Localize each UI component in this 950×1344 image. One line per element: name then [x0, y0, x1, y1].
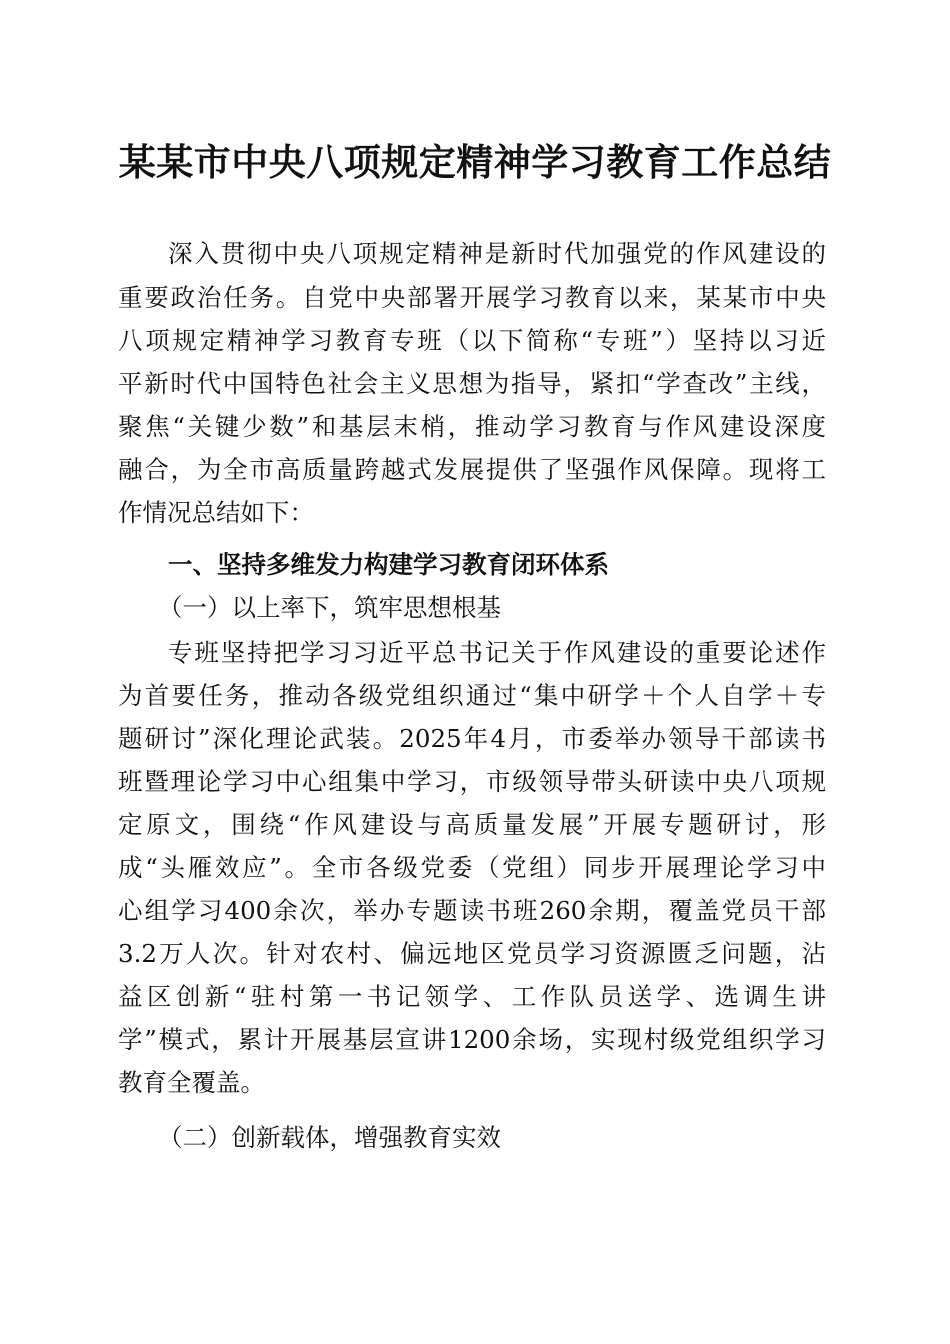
intro-line: 深入贯彻中央八项规定精神是新时代加强党的作风建设的 — [168, 239, 826, 268]
body-line: 学”模式，累计开展基层宣讲1200余场，实现村级党组织学习 — [118, 1025, 826, 1054]
intro-line: 重要政治任务。自党中央部署开展学习教育以来，某某市中央 — [118, 283, 826, 312]
body-line: 心组学习400余次，举办专题读书班260余期，覆盖党员干部 — [118, 896, 826, 925]
body-line: 益区创新“驻村第一书记领学、工作队员送学、选调生讲 — [118, 982, 826, 1011]
document-title: 某某市中央八项规定精神学习教育工作总结 — [118, 140, 832, 184]
body-line: 专班坚持把学习习近平总书记关于作风建设的重要论述作 — [168, 638, 826, 667]
subsection-heading: （二）创新载体，增强教育实效 — [158, 1123, 501, 1152]
body-line: 成“头雁效应”。全市各级党委（党组）同步开展理论学习中 — [118, 853, 826, 882]
body-line: 定原文，围绕“作风建设与高质量发展”开展专题研讨，形 — [118, 810, 826, 839]
body-line: 为首要任务，推动各级党组织通过“集中研学＋个人自学＋专 — [118, 681, 826, 710]
intro-line: 八项规定精神学习教育专班（以下简称“专班”）坚持以习近 — [118, 326, 826, 355]
intro-line: 聚焦“关键少数”和基层末梢，推动学习教育与作风建设深度 — [118, 412, 826, 441]
section-heading: 一、坚持多维发力构建学习教育闭环体系 — [168, 550, 609, 579]
body-line: 题研讨”深化理论武装。2025年4月，市委举办领导干部读书 — [118, 724, 826, 753]
intro-line: 作情况总结如下： — [118, 498, 314, 527]
body-line: 教育全覆盖。 — [118, 1068, 265, 1097]
subsection-heading: （一）以上率下，筑牢思想根基 — [158, 593, 501, 622]
intro-line: 融合，为全市高质量跨越式发展提供了坚强作风保障。现将工 — [118, 455, 826, 484]
body-line: 班暨理论学习中心组集中学习，市级领导带头研读中央八项规 — [118, 767, 826, 796]
body-line: 3.2万人次。针对农村、偏远地区党员学习资源匮乏问题，沾 — [118, 939, 826, 968]
intro-line: 平新时代中国特色社会主义思想为指导，紧扣“学查改”主线， — [118, 369, 826, 398]
